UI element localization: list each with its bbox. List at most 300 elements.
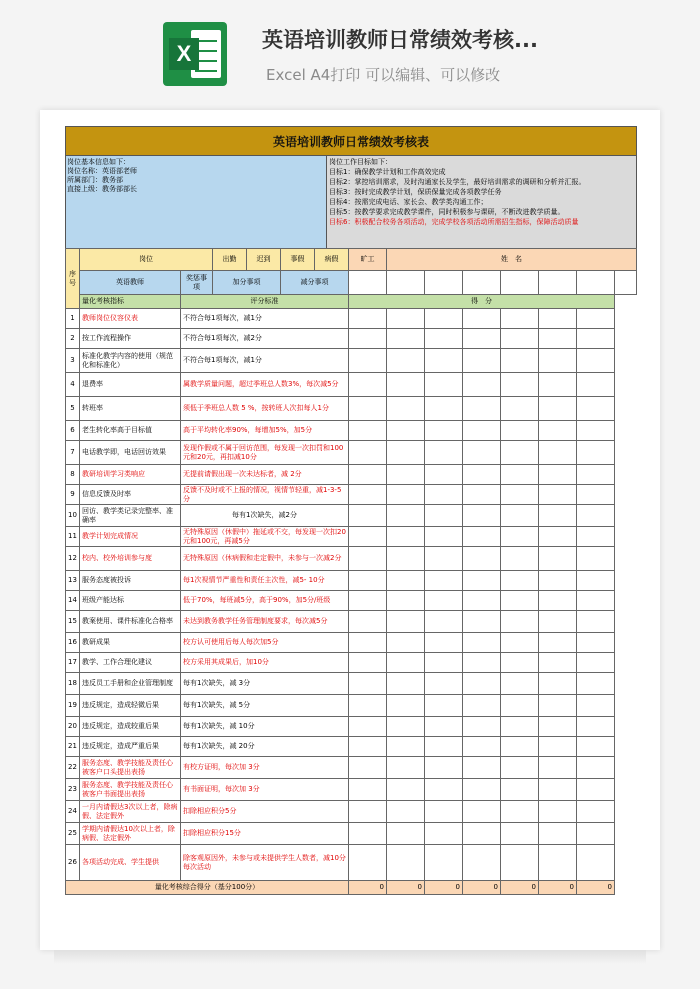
criteria-cell[interactable]: 无特殊原因（休病假和走定假中，未参与一次减2分 bbox=[181, 547, 349, 571]
rewards-header[interactable]: 奖惩事项 bbox=[181, 271, 213, 295]
score-cell[interactable] bbox=[577, 611, 615, 633]
kpi-cell[interactable]: 回访、教学类记录完整率、准确率 bbox=[80, 505, 181, 527]
kpi-cell[interactable]: 老生转化率高于目标值 bbox=[80, 421, 181, 441]
criteria-cell[interactable]: 不符合每1项每次，减1分 bbox=[181, 309, 349, 329]
score-cell[interactable] bbox=[349, 717, 387, 737]
total-cell[interactable]: 0 bbox=[463, 881, 501, 895]
score-cell[interactable] bbox=[463, 823, 501, 845]
score-cell[interactable] bbox=[349, 845, 387, 881]
row-number[interactable]: 13 bbox=[66, 571, 80, 591]
score-cell[interactable] bbox=[463, 757, 501, 779]
row-number[interactable]: 9 bbox=[66, 485, 80, 505]
criteria-cell[interactable]: 校方认可使用后每人每次加5分 bbox=[181, 633, 349, 653]
row-number[interactable]: 24 bbox=[66, 801, 80, 823]
score-cell[interactable] bbox=[577, 485, 615, 505]
score-cell[interactable] bbox=[349, 329, 387, 349]
attendance-header[interactable]: 出勤 bbox=[213, 249, 247, 271]
criteria-cell[interactable]: 无提前请假出现一次未达标者，减 2分 bbox=[181, 465, 349, 485]
criteria-cell[interactable]: 扣除相应积分5分 bbox=[181, 801, 349, 823]
score-cell[interactable] bbox=[577, 421, 615, 441]
score-cell[interactable] bbox=[577, 527, 615, 547]
score-cell[interactable] bbox=[463, 329, 501, 349]
score-cell[interactable] bbox=[425, 505, 463, 527]
score-cell[interactable] bbox=[349, 823, 387, 845]
score-cell[interactable] bbox=[577, 757, 615, 779]
score-cell[interactable] bbox=[425, 611, 463, 633]
score-cell[interactable] bbox=[539, 653, 577, 673]
score-cell[interactable] bbox=[349, 465, 387, 485]
total-cell[interactable]: 0 bbox=[577, 881, 615, 895]
kpi-cell[interactable]: 违反规定，造成较重后果 bbox=[80, 717, 181, 737]
score-cell[interactable] bbox=[501, 329, 539, 349]
score-cell[interactable] bbox=[387, 349, 425, 373]
score-cell[interactable] bbox=[387, 547, 425, 571]
score-cell[interactable] bbox=[387, 801, 425, 823]
row-number[interactable]: 3 bbox=[66, 349, 80, 373]
criteria-header[interactable]: 评分标准 bbox=[181, 295, 349, 309]
name-cell[interactable] bbox=[615, 271, 637, 295]
score-cell[interactable] bbox=[501, 547, 539, 571]
score-cell[interactable] bbox=[539, 633, 577, 653]
row-number[interactable]: 6 bbox=[66, 421, 80, 441]
teacher-cell[interactable]: 英语教师 bbox=[80, 271, 181, 295]
score-cell[interactable] bbox=[463, 673, 501, 695]
score-cell[interactable] bbox=[387, 397, 425, 421]
score-cell[interactable] bbox=[501, 465, 539, 485]
score-cell[interactable] bbox=[501, 373, 539, 397]
score-cell[interactable] bbox=[349, 737, 387, 757]
sick-leave-header[interactable]: 病假 bbox=[315, 249, 349, 271]
score-cell[interactable] bbox=[387, 485, 425, 505]
score-cell[interactable] bbox=[463, 441, 501, 465]
criteria-cell[interactable]: 除客观原因外，未参与或未提供学生人数者，减10分每次活动 bbox=[181, 845, 349, 881]
score-cell[interactable] bbox=[501, 673, 539, 695]
score-cell[interactable] bbox=[501, 653, 539, 673]
document-title[interactable]: 英语培训教师日常绩效考核... bbox=[262, 28, 538, 52]
score-cell[interactable] bbox=[501, 421, 539, 441]
row-number[interactable]: 26 bbox=[66, 845, 80, 881]
table-row bbox=[66, 441, 637, 465]
score-cell[interactable] bbox=[387, 373, 425, 397]
score-cell[interactable] bbox=[387, 633, 425, 653]
kpi-cell[interactable]: 学期内请假达10次以上者，除病假、法定假外 bbox=[80, 823, 181, 845]
score-cell[interactable] bbox=[539, 527, 577, 547]
score-cell[interactable] bbox=[577, 737, 615, 757]
score-cell[interactable] bbox=[539, 441, 577, 465]
total-cell[interactable]: 0 bbox=[425, 881, 463, 895]
row-number[interactable]: 12 bbox=[66, 547, 80, 571]
row-number[interactable]: 19 bbox=[66, 695, 80, 717]
criteria-cell[interactable]: 不符合每1项每次，减2分 bbox=[181, 329, 349, 349]
score-cell[interactable] bbox=[577, 547, 615, 571]
score-cell[interactable] bbox=[387, 505, 425, 527]
score-cell[interactable] bbox=[463, 527, 501, 547]
score-cell[interactable] bbox=[425, 527, 463, 547]
score-cell[interactable] bbox=[501, 441, 539, 465]
kpi-cell[interactable]: 服务态度被投诉 bbox=[80, 571, 181, 591]
name-cell[interactable] bbox=[387, 271, 425, 295]
criteria-cell[interactable]: 须低于季班总人数 5 %，按转班人次扣每人1分 bbox=[181, 397, 349, 421]
score-cell[interactable] bbox=[425, 653, 463, 673]
criteria-cell[interactable]: 扣除相应积分15分 bbox=[181, 823, 349, 845]
score-cell[interactable] bbox=[539, 673, 577, 695]
kpi-cell[interactable]: 退费率 bbox=[80, 373, 181, 397]
position-header[interactable]: 岗位 bbox=[80, 249, 213, 271]
score-cell[interactable] bbox=[577, 373, 615, 397]
score-cell[interactable] bbox=[501, 611, 539, 633]
name-cell[interactable] bbox=[501, 271, 539, 295]
score-cell[interactable] bbox=[463, 505, 501, 527]
criteria-cell[interactable]: 反馈不及时或不上报的情况，视情节轻重，减1-3-5分 bbox=[181, 485, 349, 505]
score-cell[interactable] bbox=[425, 397, 463, 421]
score-cell[interactable] bbox=[349, 611, 387, 633]
total-cell[interactable]: 0 bbox=[387, 881, 425, 895]
score-cell[interactable] bbox=[539, 547, 577, 571]
score-cell[interactable] bbox=[539, 717, 577, 737]
row-number[interactable]: 18 bbox=[66, 673, 80, 695]
score-cell[interactable] bbox=[577, 845, 615, 881]
score-cell[interactable] bbox=[577, 309, 615, 329]
table-row bbox=[66, 737, 637, 757]
score-cell[interactable] bbox=[463, 397, 501, 421]
score-cell[interactable] bbox=[425, 373, 463, 397]
criteria-cell[interactable]: 发现作假或不属于回访范围，每发现一次扣罚和100元和20元，再扣减10分 bbox=[181, 441, 349, 465]
score-cell[interactable] bbox=[425, 673, 463, 695]
score-cell[interactable] bbox=[387, 757, 425, 779]
score-cell[interactable] bbox=[463, 465, 501, 485]
score-cell[interactable] bbox=[425, 757, 463, 779]
kpi-cell[interactable]: 标准化教学内容的使用（规范化和标准化） bbox=[80, 349, 181, 373]
criteria-cell[interactable]: 每有1次缺失，减 3分 bbox=[181, 673, 349, 695]
score-cell[interactable] bbox=[577, 329, 615, 349]
row-number[interactable]: 5 bbox=[66, 397, 80, 421]
criteria-cell[interactable]: 每有1次缺失，减 5分 bbox=[181, 695, 349, 717]
kpi-cell[interactable]: 教研培训学习类响应 bbox=[80, 465, 181, 485]
row-number[interactable]: 14 bbox=[66, 591, 80, 611]
score-cell[interactable] bbox=[463, 695, 501, 717]
score-cell[interactable] bbox=[501, 485, 539, 505]
name-cell[interactable] bbox=[577, 271, 615, 295]
criteria-cell[interactable]: 有书面证明，每次加 3分 bbox=[181, 779, 349, 801]
score-cell[interactable] bbox=[387, 591, 425, 611]
score-cell[interactable] bbox=[501, 695, 539, 717]
score-cell[interactable] bbox=[349, 485, 387, 505]
kpi-header[interactable]: 量化考核指标 bbox=[80, 295, 181, 309]
minus-header[interactable]: 减分事项 bbox=[281, 271, 349, 295]
criteria-cell[interactable]: 每有1次缺失，减 10分 bbox=[181, 717, 349, 737]
score-cell[interactable] bbox=[425, 349, 463, 373]
score-cell[interactable] bbox=[577, 633, 615, 653]
kpi-cell[interactable]: 教学、工作合理化建议 bbox=[80, 653, 181, 673]
score-cell[interactable] bbox=[501, 801, 539, 823]
score-cell[interactable] bbox=[387, 695, 425, 717]
kpi-cell[interactable]: 教研成果 bbox=[80, 633, 181, 653]
score-cell[interactable] bbox=[501, 633, 539, 653]
name-header[interactable]: 姓 名 bbox=[387, 249, 637, 271]
criteria-cell[interactable]: 校方采用其成果后，加10分 bbox=[181, 653, 349, 673]
score-cell[interactable] bbox=[349, 349, 387, 373]
score-cell[interactable] bbox=[349, 527, 387, 547]
score-cell[interactable] bbox=[425, 591, 463, 611]
row-number[interactable]: 17 bbox=[66, 653, 80, 673]
score-cell[interactable] bbox=[577, 779, 615, 801]
row-number[interactable]: 7 bbox=[66, 441, 80, 465]
total-cell[interactable]: 0 bbox=[349, 881, 387, 895]
score-cell[interactable] bbox=[577, 717, 615, 737]
kpi-cell[interactable]: 按工作流程操作 bbox=[80, 329, 181, 349]
score-cell[interactable] bbox=[349, 653, 387, 673]
score-cell[interactable] bbox=[387, 421, 425, 441]
score-cell[interactable] bbox=[349, 309, 387, 329]
score-cell[interactable] bbox=[387, 673, 425, 695]
score-cell[interactable] bbox=[539, 349, 577, 373]
kpi-cell[interactable]: 教案使用、课件标准化合格率 bbox=[80, 611, 181, 633]
score-cell[interactable] bbox=[501, 397, 539, 421]
score-cell[interactable] bbox=[387, 779, 425, 801]
score-header[interactable]: 得 分 bbox=[349, 295, 615, 309]
score-cell[interactable] bbox=[577, 349, 615, 373]
score-cell[interactable] bbox=[425, 737, 463, 757]
score-cell[interactable] bbox=[501, 737, 539, 757]
score-cell[interactable] bbox=[425, 309, 463, 329]
score-cell[interactable] bbox=[539, 845, 577, 881]
score-cell[interactable] bbox=[577, 591, 615, 611]
score-cell[interactable] bbox=[387, 309, 425, 329]
table-row bbox=[66, 801, 637, 823]
table-row bbox=[66, 465, 637, 485]
score-cell[interactable] bbox=[387, 611, 425, 633]
score-cell[interactable] bbox=[387, 653, 425, 673]
score-cell[interactable] bbox=[577, 571, 615, 591]
row-number[interactable]: 8 bbox=[66, 465, 80, 485]
score-cell[interactable] bbox=[501, 571, 539, 591]
score-cell[interactable] bbox=[539, 329, 577, 349]
score-cell[interactable] bbox=[539, 591, 577, 611]
goals-heading: 岗位工作目标如下： bbox=[329, 158, 392, 166]
score-cell[interactable] bbox=[349, 801, 387, 823]
criteria-cell[interactable]: 未达到教务教学任务管理制度要求，每次减5分 bbox=[181, 611, 349, 633]
score-cell[interactable] bbox=[425, 485, 463, 505]
score-cell[interactable] bbox=[501, 591, 539, 611]
score-cell[interactable] bbox=[501, 845, 539, 881]
criteria-cell[interactable]: 有校方证明，每次加 3分 bbox=[181, 757, 349, 779]
score-cell[interactable] bbox=[539, 485, 577, 505]
score-cell[interactable] bbox=[539, 801, 577, 823]
score-cell[interactable] bbox=[463, 653, 501, 673]
score-cell[interactable] bbox=[463, 737, 501, 757]
score-cell[interactable] bbox=[425, 633, 463, 653]
score-cell[interactable] bbox=[539, 695, 577, 717]
score-cell[interactable] bbox=[577, 673, 615, 695]
score-cell[interactable] bbox=[425, 421, 463, 441]
seq-header[interactable]: 序号 bbox=[66, 249, 80, 309]
score-cell[interactable] bbox=[463, 309, 501, 329]
kpi-cell[interactable]: 转班率 bbox=[80, 397, 181, 421]
score-cell[interactable] bbox=[425, 571, 463, 591]
score-cell[interactable] bbox=[349, 571, 387, 591]
score-cell[interactable] bbox=[425, 801, 463, 823]
score-cell[interactable] bbox=[387, 823, 425, 845]
total-cell[interactable]: 0 bbox=[501, 881, 539, 895]
score-cell[interactable] bbox=[501, 505, 539, 527]
score-cell[interactable] bbox=[463, 421, 501, 441]
row-number[interactable]: 15 bbox=[66, 611, 80, 633]
score-cell[interactable] bbox=[539, 737, 577, 757]
info-line: 岗位基本信息如下： bbox=[67, 158, 130, 166]
score-cell[interactable] bbox=[539, 757, 577, 779]
score-cell[interactable] bbox=[577, 695, 615, 717]
score-cell[interactable] bbox=[349, 505, 387, 527]
row-number[interactable]: 25 bbox=[66, 823, 80, 845]
score-cell[interactable] bbox=[463, 611, 501, 633]
kpi-cell[interactable]: 服务态度、教学技能及责任心被客户口头提出表扬 bbox=[80, 757, 181, 779]
total-label[interactable]: 量化考核综合得分（基分100分） bbox=[66, 881, 349, 895]
score-cell[interactable] bbox=[463, 717, 501, 737]
score-cell[interactable] bbox=[577, 397, 615, 421]
score-cell[interactable] bbox=[501, 309, 539, 329]
score-cell[interactable] bbox=[501, 717, 539, 737]
score-cell[interactable] bbox=[539, 465, 577, 485]
row-number[interactable]: 21 bbox=[66, 737, 80, 757]
score-cell[interactable] bbox=[501, 349, 539, 373]
score-cell[interactable] bbox=[349, 757, 387, 779]
plus-header[interactable]: 加分事项 bbox=[213, 271, 281, 295]
score-cell[interactable] bbox=[349, 441, 387, 465]
score-cell[interactable] bbox=[501, 823, 539, 845]
name-cell[interactable] bbox=[425, 271, 463, 295]
score-cell[interactable] bbox=[577, 505, 615, 527]
score-cell[interactable] bbox=[463, 485, 501, 505]
score-cell[interactable] bbox=[425, 779, 463, 801]
score-cell[interactable] bbox=[539, 309, 577, 329]
score-cell[interactable] bbox=[463, 373, 501, 397]
criteria-cell[interactable]: 属教学质量问题，超过季班总人数3%，每次减5分 bbox=[181, 373, 349, 397]
row-number[interactable]: 1 bbox=[66, 309, 80, 329]
personal-leave-header[interactable]: 事假 bbox=[281, 249, 315, 271]
row-number[interactable]: 20 bbox=[66, 717, 80, 737]
score-cell[interactable] bbox=[501, 779, 539, 801]
name-cell[interactable] bbox=[539, 271, 577, 295]
score-cell[interactable] bbox=[539, 571, 577, 591]
row-number[interactable]: 23 bbox=[66, 779, 80, 801]
criteria-cell[interactable]: 不符合每1项每次，减1分 bbox=[181, 349, 349, 373]
score-cell[interactable] bbox=[463, 547, 501, 571]
score-cell[interactable] bbox=[425, 465, 463, 485]
score-cell[interactable] bbox=[349, 633, 387, 653]
name-cell[interactable] bbox=[349, 271, 387, 295]
table-row bbox=[66, 695, 637, 717]
score-cell[interactable] bbox=[539, 505, 577, 527]
kpi-cell[interactable]: 一月内请假达3次以上者，除病假、法定假外 bbox=[80, 801, 181, 823]
row-number[interactable]: 4 bbox=[66, 373, 80, 397]
kpi-cell[interactable]: 违反员工手册和企业管理制度 bbox=[80, 673, 181, 695]
assessment-table bbox=[65, 248, 637, 895]
score-cell[interactable] bbox=[425, 717, 463, 737]
absence-header[interactable]: 旷工 bbox=[349, 249, 387, 271]
kpi-cell[interactable]: 教学计划完成情况 bbox=[80, 527, 181, 547]
score-cell[interactable] bbox=[387, 465, 425, 485]
score-cell[interactable] bbox=[577, 465, 615, 485]
kpi-cell[interactable]: 信息反馈及时率 bbox=[80, 485, 181, 505]
score-cell[interactable] bbox=[501, 757, 539, 779]
score-cell[interactable] bbox=[349, 373, 387, 397]
criteria-cell[interactable]: 每有1次缺失，减 20分 bbox=[181, 737, 349, 757]
score-cell[interactable] bbox=[577, 653, 615, 673]
kpi-cell[interactable]: 教师岗位仪容仪表 bbox=[80, 309, 181, 329]
score-cell[interactable] bbox=[387, 329, 425, 349]
kpi-cell[interactable]: 各项活动完成、学生提供 bbox=[80, 845, 181, 881]
score-cell[interactable] bbox=[463, 571, 501, 591]
score-cell[interactable] bbox=[387, 441, 425, 465]
score-cell[interactable] bbox=[387, 737, 425, 757]
kpi-cell[interactable]: 校内、校外培训参与度 bbox=[80, 547, 181, 571]
score-cell[interactable] bbox=[425, 441, 463, 465]
score-cell[interactable] bbox=[425, 329, 463, 349]
score-cell[interactable] bbox=[349, 779, 387, 801]
score-cell[interactable] bbox=[349, 695, 387, 717]
score-cell[interactable] bbox=[539, 421, 577, 441]
score-cell[interactable] bbox=[463, 633, 501, 653]
criteria-cell[interactable]: 每1次视情节严重性和责任主次性，减5- 10分 bbox=[181, 571, 349, 591]
score-cell[interactable] bbox=[387, 571, 425, 591]
score-cell[interactable] bbox=[577, 823, 615, 845]
total-cell[interactable]: 0 bbox=[539, 881, 577, 895]
score-cell[interactable] bbox=[539, 373, 577, 397]
criteria-cell[interactable]: 无特殊原因（休假中）拖延或不交，每发现一次扣20元和100元，再减5分 bbox=[181, 527, 349, 547]
row-number[interactable]: 2 bbox=[66, 329, 80, 349]
score-cell[interactable] bbox=[349, 547, 387, 571]
score-cell[interactable] bbox=[387, 717, 425, 737]
kpi-cell[interactable]: 违反规定，造成轻微后果 bbox=[80, 695, 181, 717]
score-cell[interactable] bbox=[539, 823, 577, 845]
kpi-cell[interactable]: 班级产能达标 bbox=[80, 591, 181, 611]
criteria-cell[interactable]: 低于70%，每班减5分，高于90%，加5分/班级 bbox=[181, 591, 349, 611]
row-number[interactable]: 16 bbox=[66, 633, 80, 653]
row-number[interactable]: 22 bbox=[66, 757, 80, 779]
score-cell[interactable] bbox=[425, 695, 463, 717]
score-cell[interactable] bbox=[349, 673, 387, 695]
score-cell[interactable] bbox=[425, 547, 463, 571]
criteria-cell[interactable]: 高于平均转化率90%，每增加5%，加5分 bbox=[181, 421, 349, 441]
score-cell[interactable] bbox=[463, 801, 501, 823]
row-number[interactable]: 11 bbox=[66, 527, 80, 547]
score-cell[interactable] bbox=[463, 591, 501, 611]
score-cell[interactable] bbox=[387, 527, 425, 547]
kpi-cell[interactable]: 服务态度、教学技能及责任心被客户书面提出表扬 bbox=[80, 779, 181, 801]
score-cell[interactable] bbox=[463, 845, 501, 881]
kpi-cell[interactable]: 违反规定，造成严重后果 bbox=[80, 737, 181, 757]
score-cell[interactable] bbox=[425, 845, 463, 881]
score-cell[interactable] bbox=[501, 527, 539, 547]
score-cell[interactable] bbox=[539, 611, 577, 633]
row-number[interactable]: 10 bbox=[66, 505, 80, 527]
score-cell[interactable] bbox=[425, 823, 463, 845]
criteria-cell[interactable]: 每有1次缺失，减2分 bbox=[181, 505, 349, 527]
score-cell[interactable] bbox=[349, 421, 387, 441]
score-cell[interactable] bbox=[577, 801, 615, 823]
score-cell[interactable] bbox=[539, 397, 577, 421]
score-cell[interactable] bbox=[539, 779, 577, 801]
score-cell[interactable] bbox=[463, 779, 501, 801]
score-cell[interactable] bbox=[349, 397, 387, 421]
score-cell[interactable] bbox=[577, 441, 615, 465]
late-header[interactable]: 迟到 bbox=[247, 249, 281, 271]
name-cell[interactable] bbox=[463, 271, 501, 295]
score-cell[interactable] bbox=[349, 591, 387, 611]
score-cell[interactable] bbox=[463, 349, 501, 373]
kpi-cell[interactable]: 电话教学即，电话回访效果 bbox=[80, 441, 181, 465]
score-cell[interactable] bbox=[387, 845, 425, 881]
